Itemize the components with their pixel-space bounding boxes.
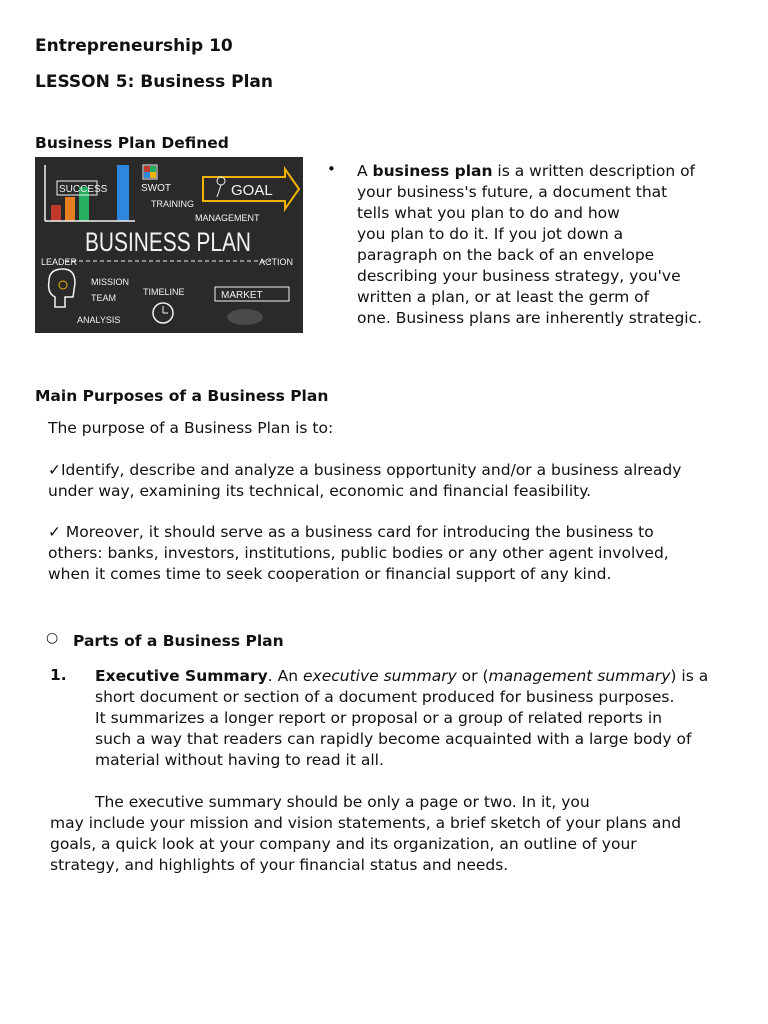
summary-paragraph-line: The executive summary should be only a page or two. In it, you — [95, 793, 590, 811]
lesson-title: LESSON 5: Business Plan — [35, 72, 273, 92]
svg-text:BUSINESS PLAN: BUSINESS PLAN — [85, 227, 251, 257]
svg-text:MISSION: MISSION — [91, 277, 130, 287]
definition-line: written a plan, or at least the germ of — [357, 288, 650, 306]
purpose-item-1-line: ✓Identify, describe and analyze a business opportunity and/or a business already — [48, 461, 682, 479]
svg-text:SWOT: SWOT — [141, 183, 171, 194]
executive-summary-line: short document or section of a document produced for business purposes. — [95, 688, 675, 706]
business-plan-chalkboard-image — [35, 157, 303, 333]
svg-text:MARKET: MARKET — [221, 290, 263, 301]
svg-text:LEADER: LEADER — [41, 257, 78, 267]
svg-text:TIMELINE: TIMELINE — [143, 287, 185, 297]
course-title: Entrepreneurship 10 — [35, 36, 233, 56]
definition-line: your business's future, a document that — [357, 183, 668, 201]
summary-paragraph-line: may include your mission and vision statements, a brief sketch of your plans and — [50, 814, 682, 832]
executive-summary-line: material without having to read it all. — [95, 751, 384, 769]
purpose-item-2-line: when it comes time to seek cooperation or financial support of any kind. — [48, 565, 612, 583]
definition-line: one. Business plans are inherently strategic. — [357, 309, 703, 327]
svg-text:MANAGEMENT: MANAGEMENT — [195, 213, 260, 223]
definition-line: you plan to do it. If you jot down a — [357, 225, 624, 243]
definition-line: tells what you plan to do and how — [357, 204, 620, 222]
definition-line: describing your business strategy, you've — [357, 267, 681, 285]
section-heading-purposes: Main Purposes of a Business Plan — [35, 387, 329, 405]
section-heading-parts: Parts of a Business Plan — [73, 632, 284, 650]
purpose-intro: The purpose of a Business Plan is to: — [48, 419, 334, 437]
circle-bullet-icon: ○ — [46, 630, 59, 646]
executive-summary-line-1: Executive Summary. An executive summary or (management summary) is a — [95, 667, 709, 685]
svg-text:ACTION: ACTION — [259, 257, 294, 267]
svg-text:TRAINING: TRAINING — [151, 199, 195, 209]
svg-text:ANALYSIS: ANALYSIS — [77, 315, 121, 325]
purpose-item-2-line: ✓ Moreover, it should serve as a business card for introducing the business to — [48, 523, 654, 541]
executive-summary-line: such a way that readers can rapidly become acquainted with a large body of — [95, 730, 692, 748]
summary-paragraph-line: goals, a quick look at your company and its organization, an outline of your — [50, 835, 637, 853]
definition-line-1: A business plan is a written description of — [357, 162, 696, 180]
definition-line: paragraph on the back of an envelope — [357, 246, 655, 264]
purpose-item-2-line: others: banks, investors, institutions, public bodies or any other agent involved, — [48, 544, 669, 562]
section-heading-defined: Business Plan Defined — [35, 134, 229, 152]
executive-summary-line: It summarizes a longer report or proposal or a group of related reports in — [95, 709, 663, 727]
image-label-success: SUCCESS — [59, 184, 108, 195]
list-number: 1. — [50, 666, 67, 684]
purpose-item-1-line: under way, examining its technical, economic and financial feasibility. — [48, 482, 592, 500]
svg-text:TEAM: TEAM — [91, 293, 117, 303]
svg-text:GOAL: GOAL — [231, 182, 273, 199]
bullet-icon: • — [327, 160, 336, 178]
summary-paragraph-line: strategy, and highlights of your financial status and needs. — [50, 856, 509, 874]
